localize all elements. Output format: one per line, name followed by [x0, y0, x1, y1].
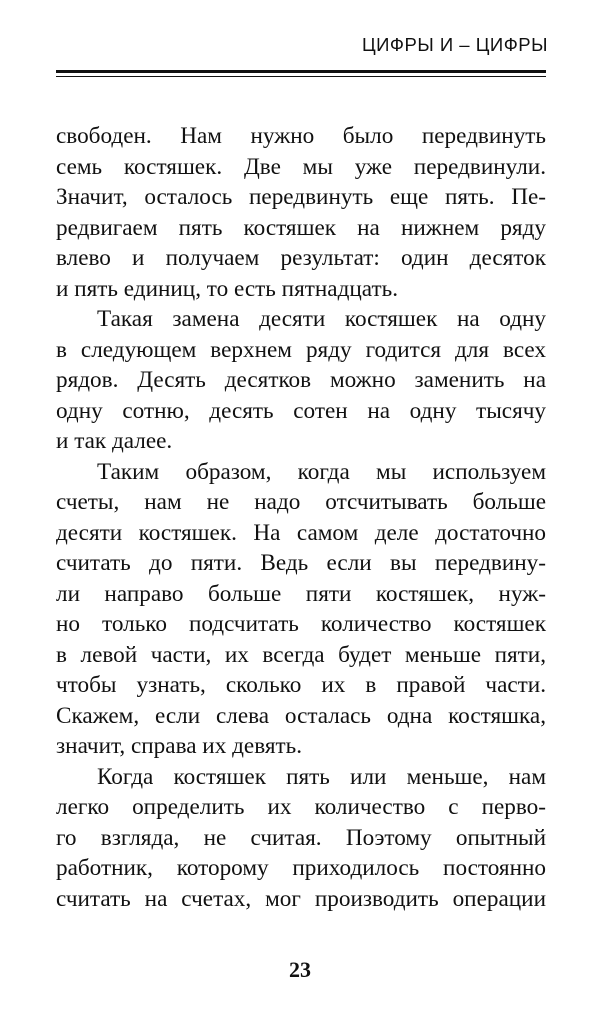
text-line: легко определить их количество с перво-: [56, 794, 546, 820]
text-line: го взгляда, не считая. Поэтому опытный: [56, 824, 546, 851]
text-line: семь костяшек. Две мы уже передвинули.: [56, 153, 546, 180]
text-line: и пять единиц, то есть пятнадцать.: [56, 275, 398, 302]
text-line: в следующем верхнем ряду годится для всех: [56, 336, 546, 363]
text-line: Таким образом, когда мы используем: [97, 458, 546, 485]
body-text: [56, 121, 546, 914]
text-line: но только подсчитать количество костяшек: [56, 611, 546, 637]
paragraph: [56, 762, 546, 915]
text-line: считать на счетах, мог производить операции: [56, 885, 546, 912]
header-rule-thin: [56, 76, 546, 77]
text-line: считать до пяти. Ведь если вы передвину-: [56, 550, 546, 576]
text-line: Когда костяшек пять или меньше, нам: [97, 763, 546, 790]
paragraph: [56, 457, 546, 762]
paragraph: [56, 304, 546, 457]
text-line: ли направо больше пяти костяшек, нуж-: [56, 580, 546, 607]
text-line: Скажем, если слева осталась одна костяшка,: [56, 702, 546, 729]
text-line: Такая замена десяти костяшек на одну: [97, 306, 546, 332]
text-line: влево и получаем результат: один десяток: [56, 245, 546, 271]
running-head: ЦИФРЫ И – ЦИФРЫ: [361, 34, 548, 55]
text-line: свободен. Нам нужно было передвинуть: [56, 123, 546, 149]
header-rule-thick: [56, 70, 546, 73]
text-line: в левой части, их всегда будет меньше пяти,: [56, 641, 546, 668]
text-line: одну сотню, десять сотен на одну тысячу: [56, 397, 546, 424]
text-line: десяти костяшек. На самом деле достаточно: [56, 519, 546, 546]
text-line: чтобы узнать, сколько их в правой части.: [56, 672, 546, 698]
text-line: и так далее.: [56, 428, 173, 454]
paragraph: [56, 121, 546, 304]
text-line: работник, которому приходилось постоянно: [56, 855, 546, 881]
text-line: счеты, нам не надо отсчитывать больше: [56, 489, 546, 515]
text-line: редвигаем пять костяшек на нижнем ряду: [56, 214, 546, 241]
text-line: рядов. Десять десятков можно заменить на: [56, 367, 546, 393]
page-number: 23: [289, 957, 311, 982]
text-line: Значит, осталось передвинуть еще пять. Пе-: [56, 184, 546, 210]
text-line: значит, справа их девять.: [56, 733, 303, 759]
